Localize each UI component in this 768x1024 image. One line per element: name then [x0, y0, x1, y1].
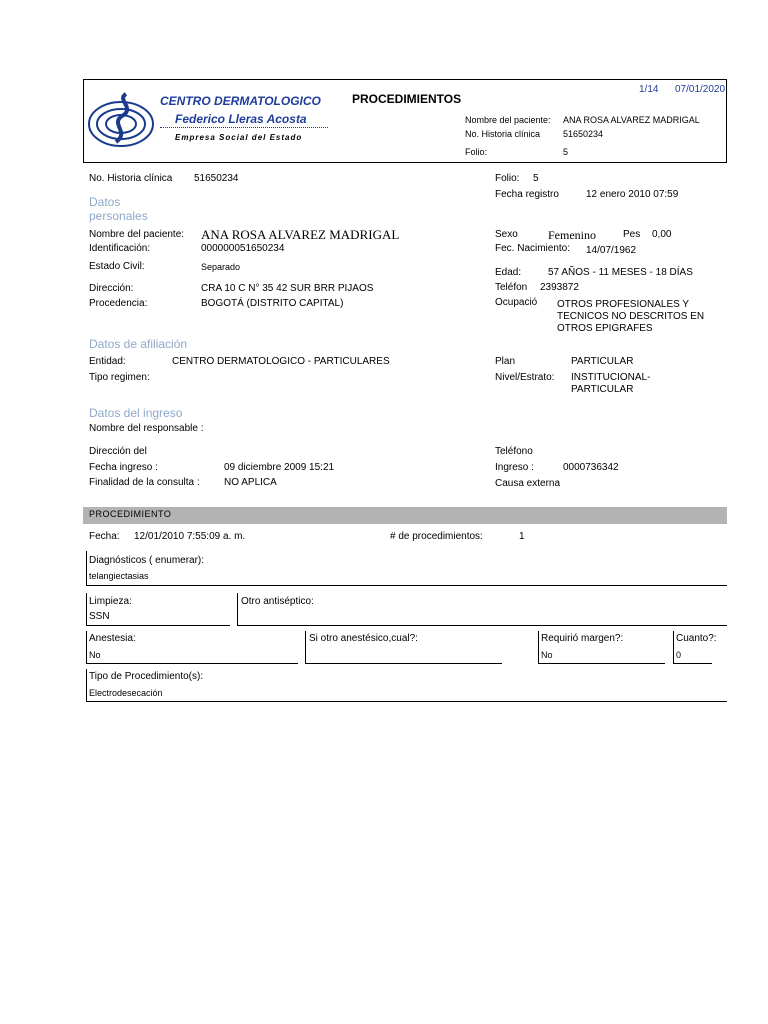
doc-title: PROCEDIMIENTOS [352, 92, 462, 106]
level-value-2: PARTICULAR [571, 384, 634, 395]
how-much-bottom-border [673, 663, 712, 664]
plan-label: Plan [495, 356, 516, 367]
occupation-line-3: OTROS EPIGRAFES [557, 323, 653, 334]
ingreso-value: 0000736342 [563, 462, 619, 473]
occupation-label: Ocupació [495, 297, 538, 308]
civil-value: Separado [201, 262, 241, 272]
age-value: 57 AÑOS - 11 MESES - 18 DÍAS [548, 267, 693, 278]
regime-label: Tipo regimen: [89, 372, 150, 383]
registro-value: 12 enero 2010 07:59 [586, 189, 679, 200]
diag-label: Diagnósticos ( enumerar): [89, 555, 205, 566]
diag-bottom-border [86, 585, 727, 586]
clean-bottom-border [86, 625, 230, 626]
procedure-bar-title: PROCEDIMIENTO [89, 509, 172, 519]
type-value: Electrodesecación [89, 688, 163, 698]
anesthesia-bottom-border [86, 663, 298, 664]
affiliation-title: Datos de afiliación [89, 337, 188, 351]
proc-date-label: Fecha: [89, 531, 120, 542]
header-date: 07/01/2020 [675, 84, 726, 95]
proc-date-value: 12/01/2010 7:55:09 a. m. [134, 531, 246, 542]
logo-icon [86, 86, 156, 156]
type-bottom-border [86, 701, 727, 702]
folio-value: 5 [533, 173, 539, 184]
clean-value: SSN [89, 611, 110, 622]
plan-value: PARTICULAR [571, 356, 634, 367]
other-anesthetic-label: Si otro anestésico,cual?: [309, 633, 418, 644]
header-folio-value: 5 [563, 147, 569, 157]
sex-value: Femenino [548, 228, 596, 242]
personal-title-1: Datos [89, 195, 121, 209]
registro-label: Fecha registro [495, 189, 559, 200]
ingreso-label: Ingreso : [495, 462, 534, 473]
phone-value: 2393872 [540, 282, 579, 293]
weight-label: Pes [623, 229, 641, 240]
how-much-label: Cuanto?: [676, 633, 717, 644]
civil-label: Estado Civil: [89, 261, 145, 272]
entity-value: CENTRO DERMATOLOGICO - PARTICULARES [172, 356, 390, 367]
ingreso-date-label: Fecha ingreso : [89, 462, 158, 473]
org-subname: Federico Lleras Acosta [175, 112, 307, 126]
origin-value: BOGOTÁ (DISTRITO CAPITAL) [201, 298, 344, 309]
procedure-bar [83, 507, 727, 524]
margin-left-border [538, 631, 539, 663]
responsible-label: Nombre del responsable : [89, 423, 204, 434]
occupation-line-1: OTROS PROFESIONALES Y [557, 299, 690, 310]
ingreso-date-value: 09 diciembre 2009 15:21 [224, 462, 335, 473]
resp-phone-label: Teléfono [495, 446, 533, 457]
birth-value: 14/07/1962 [586, 245, 637, 256]
how-much-value: 0 [676, 650, 682, 660]
header-history-label: No. Historia clínica [465, 129, 541, 139]
origin-label: Procedencia: [89, 298, 148, 309]
margin-label: Requirió margen?: [541, 633, 624, 644]
age-label: Edad: [495, 267, 522, 278]
margin-value: No [541, 650, 553, 660]
other-anesthetic-bottom-border [305, 663, 502, 664]
address-value: CRA 10 C N° 35 42 SUR BRR PIJAOS [201, 283, 374, 294]
type-left-border [86, 669, 87, 701]
cause-label: Causa externa [495, 478, 561, 489]
sex-label: Sexo [495, 229, 518, 240]
level-value-1: INSTITUCIONAL- [571, 372, 651, 383]
address-label: Dirección: [89, 283, 134, 294]
how-much-left-border [673, 631, 674, 663]
name-label: Nombre del paciente: [89, 229, 185, 240]
level-label: Nivel/Estrato: [495, 372, 555, 383]
birth-label: Fec. Nacimiento: [495, 243, 571, 254]
header-patient-value: ANA ROSA ALVAREZ MADRIGAL [563, 115, 700, 125]
org-tagline: Empresa Social del Estado [175, 133, 303, 142]
diag-value: telangiectasias [89, 571, 149, 581]
other-anesthetic-left-border [305, 631, 306, 663]
proc-count-label: # de procedimientos: [390, 531, 483, 542]
clean-label: Limpieza: [89, 596, 132, 607]
margin-bottom-border [538, 663, 665, 664]
resp-address-label: Dirección del [89, 446, 147, 457]
header-history-value: 51650234 [563, 129, 604, 139]
header-patient-label: Nombre del paciente: [465, 115, 551, 125]
type-label: Tipo de Procedimiento(s): [89, 671, 204, 682]
history-value: 51650234 [194, 173, 239, 184]
purpose-value: NO APLICA [224, 477, 277, 488]
page-number: 1/14 [639, 84, 659, 95]
clean-left-border [86, 593, 87, 625]
weight-value: 0,00 [652, 229, 672, 240]
antiseptic-left-border [237, 593, 238, 625]
id-value: 000000051650234 [201, 243, 285, 254]
purpose-label: Finalidad de la consulta : [89, 477, 200, 488]
ingreso-title: Datos del ingreso [89, 406, 183, 420]
proc-count-value: 1 [519, 531, 525, 542]
anesthesia-label: Anestesia: [89, 633, 136, 644]
entity-label: Entidad: [89, 356, 126, 367]
history-label: No. Historia clínica [89, 173, 173, 184]
org-name: CENTRO DERMATOLOGICO [160, 94, 321, 108]
header-folio-label: Folio: [465, 147, 488, 157]
folio-label: Folio: [495, 173, 520, 184]
anesthesia-value: No [89, 650, 101, 660]
name-value: ANA ROSA ALVAREZ MADRIGAL [201, 227, 400, 242]
anesthesia-left-border [86, 631, 87, 663]
id-label: Identificación: [89, 243, 151, 254]
antiseptic-bottom-border [237, 625, 727, 626]
personal-title-2: personales [89, 209, 148, 223]
diag-left-border [86, 551, 87, 585]
occupation-line-2: TECNICOS NO DESCRITOS EN [557, 311, 705, 322]
org-dotted-rule [160, 127, 328, 128]
phone-label: Teléfon [495, 282, 528, 293]
antiseptic-label: Otro antiséptico: [241, 596, 314, 607]
